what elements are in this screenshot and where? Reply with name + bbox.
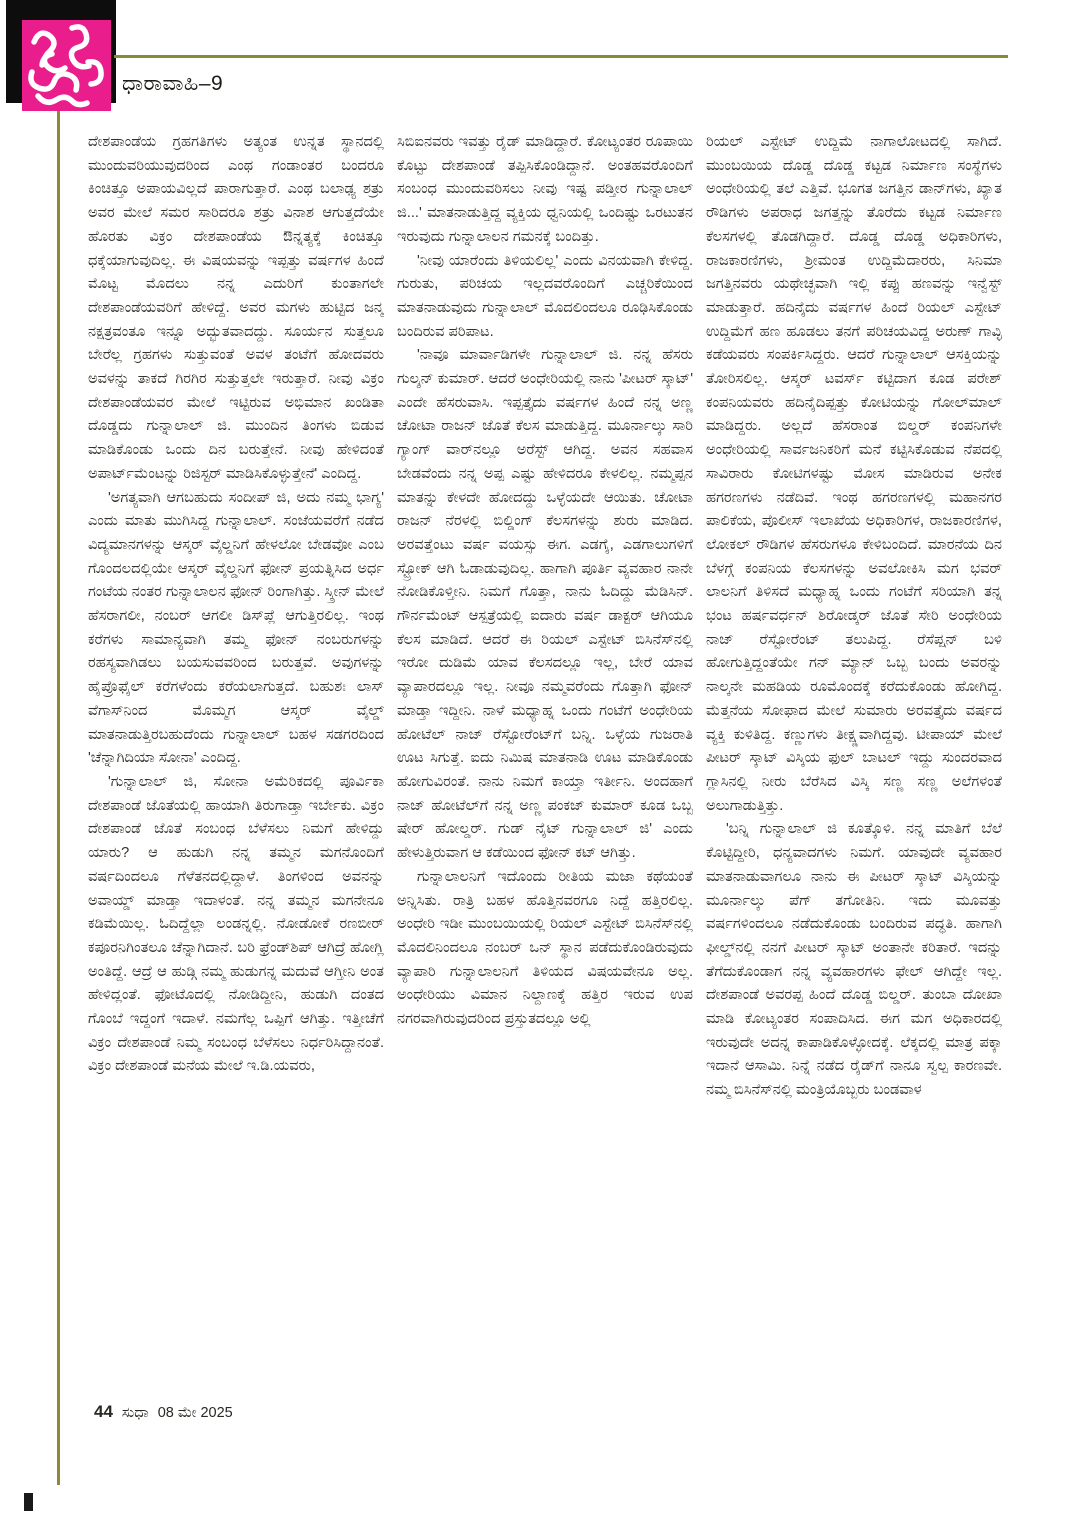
paragraph: ಸಿಬಿಐನವರು ಇವತ್ತು ರೈಡ್ ಮಾಡಿದ್ದಾರೆ. ಕೋಟ್ಯಂತರ ರೂಪಾಯಿ ಕೊಟ್ಟು ದೇಶಪಾಂಡೆ ತಪ್ಪಿಸಿಕೊಂಡಿದ್ದಾನೆ. ಅಂತಹವರೊಂದಿಗೆ ಸಂಬಂಧ ಮುಂದುವರಿಸಲು ನೀವು ಇಷ್ಟ ಪಡ್ತೀರ ಗುನ್ನಾಲಾಲ್ ಜಿ...' ಮಾತನಾಡುತ್ತಿದ್ದ ವ್ಯಕ್ತಿಯ ಧ್ವನಿಯಲ್ಲಿ ಒಂದಿಷ್ಟು ಒರಟುತನ ಇರುವುದು ಗುನ್ನಾಲಾಲನ ಗಮನಕ್ಕೆ ಬಂದಿತ್ತು. [397,134,693,245]
paragraph: 'ಬನ್ನಿ ಗುನ್ನಾಲಾಲ್ ಜಿ ಕೂತ್ಕೊಳಿ. ನನ್ನ ಮಾತಿಗೆ ಬೆಲೆ ಕೊಟ್ಟಿದ್ದೀರಿ, ಧನ್ಯವಾದಗಳು ನಿಮಗೆ. ಯಾವುದೇ ವ್ಯವಹಾರ ಮಾತನಾಡುವಾಗಲೂ ನಾನು ಈ ಪೀಟರ್ ಸ್ಕಾಟ್ ವಿಸ್ಕಿಯನ್ನು ಮೂರ್ನಾಲ್ಕು ಪೆಗ್ ತಗೋತಿನಿ. ಇದು ಮೂವತ್ತು ವರ್ಷಗಳಿಂದಲೂ ನಡೆದುಕೊಂಡು ಬಂದಿರುವ ಪದ್ಧತಿ. ಹಾಗಾಗಿ ಫೀಲ್ಡ್‌ನಲ್ಲಿ ನನಗೆ ಪೀಟರ್ ಸ್ಕಾಟ್ ಅಂತಾನೇ ಕರಿತಾರೆ. ಇದನ್ನು ತೆಗೆದುಕೊಂಡಾಗ ನನ್ನ ವ್ಯವಹಾರಗಳು ಫೇಲ್ ಆಗಿದ್ದೇ ಇಲ್ಲ. ದೇಶಪಾಂಡೆ ಅವರಪ್ಪ ಹಿಂದೆ ದೊಡ್ಡ ಬಿಲ್ಡರ್. ತುಂಬಾ ದೋಖಾ ಮಾಡಿ ಕೋಟ್ಯಂತರ ಸಂಪಾದಿಸಿದ. ಈಗ ಮಗ ಅಧಿಕಾರದಲ್ಲಿ ಇರುವುದೇ ಅದನ್ನ ಕಾಪಾಡಿಕೊಳ್ಳೋದಕ್ಕೆ. ಲೆಕ್ಕದಲ್ಲಿ ಮಾತ್ರ ಪಕ್ಕಾ ಇದಾನೆ ಆಸಾಮಿ. ನಿನ್ನೆ ನಡೆದ ರೈಡ್‌ಗೆ ನಾನೂ ಸ್ವಲ್ಪ ಕಾರಣವೇ. ನಮ್ಮ ಬಿಸಿನೆಸ್‌ನಲ್ಲಿ ಮಂತ್ರಿಯೊಬ್ಬರು ಬಂಡವಾಳ [706,821,1002,1099]
issue-date: 08 ಮೇ 2025 [157,1405,233,1421]
article-body [88,131,1002,1397]
paragraph: ಗುನ್ನಾಲಾಲನಿಗೆ ಇದೊಂದು ರೀತಿಯ ಮಜಾ ಕಥೆಯಂತೆ ಅನ್ನಿಸಿತು. ರಾತ್ರಿ ಬಹಳ ಹೊತ್ತಿನವರಗೂ ನಿದ್ದೆ ಹತ್ತಿರಲಿಲ್ಲ. ಅಂಧೇರಿ ಇಡೀ ಮುಂಬಯಿಯಲ್ಲಿ ರಿಯಲ್ ಎಸ್ಟೇಟ್ ಬಿಸಿನೆಸ್‌ನಲ್ಲಿ ಮೊದಲಿನಿಂದಲೂ ನಂಬರ್ ಒನ್ ಸ್ಥಾನ ಪಡೆದುಕೊಂಡಿರುವುದು ವ್ಯಾಪಾರಿ ಗುನ್ನಾಲಾಲನಿಗೆ ತಿಳಿಯದ ವಿಷಯವೇನೂ ಅಲ್ಲ. ಅಂಧೇರಿಯು ವಿಮಾನ ನಿಲ್ದಾಣಕ್ಕೆ ಹತ್ತಿರ ಇರುವ ಉಪ ನಗರವಾಗಿರುವುದರಿಂದ ಪ್ರಸ್ತುತದಲ್ಲೂ ಅಲ್ಲಿ [397,868,693,1028]
paragraph: 'ಅಗತ್ಯವಾಗಿ ಆಗಬಹುದು ಸಂದೀಪ್ ಜಿ, ಅದು ನಮ್ಮ ಭಾಗ್ಯ' ಎಂದು ಮಾತು ಮುಗಿಸಿದ್ದ ಗುನ್ನಾಲಾಲ್. ಸಂಜೆಯವರೆಗೆ ನಡೆದ ವಿದ್ಯಮಾನಗಳನ್ನು ಆಸ್ಕರ್ ವೈಲ್ಡನಿಗೆ ಹೇಳಲೋ ಬೇಡವೋ ಎಂಬ ಗೊಂದಲದಲ್ಲಿಯೇ ಆಸ್ಕರ್ ವೈಲ್ಡನಿಗೆ ಫೋನ್ ಪ್ರಯತ್ನಿಸಿದ ಅರ್ಧ ಗಂಟೆಯ ನಂತರ ಗುನ್ನಾಲಾಲನ ಫೋನ್ ರಿಂಗಾಗಿತ್ತು. ಸ್ಕ್ರೀನ್ ಮೇಲೆ ಹೆಸರಾಗಲೀ, ನಂಬರ್ ಆಗಲೀ ಡಿಸ್‌ಪ್ಲೆ ಆಗುತ್ತಿರಲಿಲ್ಲ. ಇಂಥ ಕರೆಗಳು ಸಾಮಾನ್ಯವಾಗಿ ತಮ್ಮ ಫೋನ್ ನಂಬರುಗಳನ್ನು ರಹಸ್ಯವಾಗಿಡಲು ಬಯಸುವವರಿಂದ ಬರುತ್ತವೆ. ಅವುಗಳನ್ನು ಹೈಪ್ರೊಫೈಲ್ ಕರೆಗಳೆಂದು ಕರೆಯಲಾಗುತ್ತದೆ. ಬಹುಶಃ ಲಾಸ್ ವೆಗಾಸ್‌ನಿಂದ ಮೊಮ್ಮಗ ಆಸ್ಕರ್ ವೈಲ್ಡ್ ಮಾತನಾಡುತ್ತಿರಬಹುದೆಂದು ಗುನ್ನಾಲಾಲ್ ಬಹಳ ಸಡಗರದಿಂದ 'ಚೆನ್ನಾಗಿದಿಯಾ ಸೋನಾ' ಎಂದಿದ್ದ. [88,489,384,767]
sudha-maze-logo [22,20,111,111]
paragraph: 'ನೀವು ಯಾರೆಂದು ತಿಳಿಯಲಿಲ್ಲ' ಎಂದು ವಿನಯವಾಗಿ ಕೇಳಿದ್ದ. ಗುರುತು, ಪರಿಚಯ ಇಲ್ಲದವರೊಂದಿಗೆ ಎಚ್ಚರಿಕೆಯಿಂದ ಮಾತನಾಡುವುದು ಗುನ್ನಾಲಾಲ್ ಮೊದಲಿಂದಲೂ ರೂಢಿಸಿಕೊಂಡು ಬಂದಿರುವ ಪರಿಪಾಟ. [397,252,693,340]
page-footer [94,1402,233,1422]
print-registration-mark [24,1493,33,1511]
paragraph: 'ನಾವೂ ಮಾರ್ವಾಡಿಗಳೇ ಗುನ್ನಾಲಾಲ್ ಜಿ. ನನ್ನ ಹೆಸರು ಗುಲ್ಶನ್ ಕುಮಾರ್. ಆದರೆ ಅಂಧೇರಿಯಲ್ಲಿ ನಾನು 'ಪೀಟರ್ ಸ್ಕಾಟ್' ಎಂದೇ ಹೆಸರುವಾಸಿ. ಇಪ್ಪತ್ತೈದು ವರ್ಷಗಳ ಹಿಂದೆ ನನ್ನ ಅಣ್ಣ ಚೋಟಾ ರಾಜನ್ ಜೊತೆ ಕೆಲಸ ಮಾಡುತ್ತಿದ್ದ. ಮೂರ್ನಾಲ್ಕು ಸಾರಿ ಗ್ಯಾಂಗ್ ವಾರ್‌ನಲ್ಲೂ ಅರೆಸ್ಟ್ ಆಗಿದ್ದ. ಅವನ ಸಹವಾಸ ಬೇಡವೆಂದು ನನ್ನ ಅಪ್ಪ ಎಷ್ಟು ಹೇಳಿದರೂ ಕೇಳಲಿಲ್ಲ. ನಮ್ಮಪ್ಪನ ಮಾತನ್ನು ಕೇಳದೇ ಹೋದದ್ದು ಒಳ್ಳೆಯದೇ ಆಯಿತು. ಚೋಟಾ ರಾಜನ್ ನೆರಳಲ್ಲಿ ಬಿಲ್ಡಿಂಗ್ ಕೆಲಸಗಳನ್ನು ಶುರು ಮಾಡಿದ. ಅರವತ್ತೆಂಟು ವರ್ಷ ವಯಸ್ಸು ಈಗ. ಎಡಗೈ, ಎಡಗಾಲುಗಳಿಗೆ ಸ್ಟ್ರೋಕ್ ಆಗಿ ಓಡಾಡುವುದಿಲ್ಲ. ಹಾಗಾಗಿ ಪೂರ್ತಿ ವ್ಯವಹಾರ ನಾನೇ ನೋಡಿಕೊಳ್ತೀನಿ. ನಿಮಗೆ ಗೊತ್ತಾ, ನಾನು ಓದಿದ್ದು ಮೆಡಿಸಿನ್. ಗೌರ್ನಮೆಂಟ್ ಆಸ್ಪತ್ರೆಯಲ್ಲಿ ಐದಾರು ವರ್ಷ ಡಾಕ್ಟರ್ ಆಗಿಯೂ ಕೆಲಸ ಮಾಡಿದೆ. ಆದರೆ ಈ ರಿಯಲ್ ಎಸ್ಟೇಟ್ ಬಿಸಿನೆಸ್‌ನಲ್ಲಿ ಇರೋ ದುಡಿಮೆ ಯಾವ ಕೆಲಸದಲ್ಲೂ ಇಲ್ಲ, ಬೇರೆ ಯಾವ ವ್ಯಾಪಾರದಲ್ಲೂ ಇಲ್ಲ. ನೀವೂ ನಮ್ಮವರೆಂದು ಗೊತ್ತಾಗಿ ಫೋನ್ ಮಾಡ್ತಾ ಇದ್ದೀನಿ. ನಾಳೆ ಮಧ್ಯಾಹ್ನ ಒಂದು ಗಂಟೆಗೆ ಅಂಧೇರಿಯ ಹೋಟೆಲ್ ನಾಜ್ ರೆಸ್ಟೋರೆಂಟ್‌ಗೆ ಬನ್ನಿ. ಒಳ್ಳೆಯ ಗುಜರಾತಿ ಊಟ ಸಿಗುತ್ತೆ. ಐದು ನಿಮಿಷ ಮಾತನಾಡಿ ಊಟ ಮಾಡಿಕೊಂಡು ಹೋಗುವಿರಂತೆ. ನಾನು ನಿಮಗೆ ಕಾಯ್ತಾ ಇರ್ತೀನಿ. ಅಂದಹಾಗೆ ನಾಜ್ ಹೋಟೆಲ್‌ಗೆ ನನ್ನ ಅಣ್ಣ ಪಂಕಜ್ ಕುಮಾರ್ ಕೂಡ ಒಬ್ಬ ಷೇರ್ ಹೋಲ್ಡರ್. ಗುಡ್ ನೈಟ್ ಗುನ್ನಾಲಾಲ್ ಜಿ' ಎಂದು ಹೇಳುತ್ತಿರುವಾಗ ಆ ಕಡೆಯಿಂದ ಫೋನ್ ಕಟ್ ಆಗಿತ್ತು. [397,347,693,862]
magazine-title: ಸುಧಾ [121,1405,149,1421]
left-margin-rule [57,103,60,1485]
header-rule [114,55,1008,58]
paragraph: 'ಗುನ್ನಾಲಾಲ್ ಜಿ, ಸೋನಾ ಅಮೆರಿಕದಲ್ಲಿ ಪೂರ್ವಿಕಾ ದೇಶಪಾಂಡೆ ಜೊತೆಯಲ್ಲಿ ಹಾಯಾಗಿ ತಿರುಗಾಡ್ತಾ ಇರ್ಬೇಕು. ವಿಕ್ರಂ ದೇಶಪಾಂಡೆ ಜೊತೆ ಸಂಬಂಧ ಬೆಳೆಸಲು ನಿಮಗೆ ಹೇಳಿದ್ದು ಯಾರು? ಆ ಹುಡುಗಿ ನನ್ನ ತಮ್ಮನ ಮಗನೊಂದಿಗೆ ವರ್ಷದಿಂದಲೂ ಗೆಳೆತನದಲ್ಲಿದ್ದಾಳೆ. ತಿಂಗಳಿಂದ ಅವನನ್ನು ಅವಾಯ್ಡ್ ಮಾಡ್ತಾ ಇದಾಳಂತೆ. ನನ್ನ ತಮ್ಮನ ಮಗನೇನೂ ಕಡಿಮೆಯಿಲ್ಲ. ಓದಿದ್ದೆಲ್ಲಾ ಲಂಡನ್ನಲ್ಲಿ. ನೋಡೋಕೆ ರಣಬೀರ್ ಕಪೂರನಿಗಿಂತಲೂ ಚೆನ್ನಾಗಿದಾನೆ. ಬರಿ ಫ್ರೆಂಡ್‌ಶಿಪ್ ಆಗಿದ್ರೆ ಹೋಗ್ಲಿ ಅಂತಿದ್ದೆ. ಆದ್ರೆ ಆ ಹುಡ್ಗಿ ನಮ್ಮ ಹುಡುಗನ್ನ ಮದುವೆ ಆಗ್ತೀನಿ ಅಂತ ಹೇಳಿದ್ಲಂತೆ. ಫೋಟೊದಲ್ಲಿ ನೋಡಿದ್ದೀನಿ, ಹುಡುಗಿ ದಂತದ ಗೊಂಬೆ ಇದ್ದಂಗೆ ಇದಾಳೆ. ನಮಗೆಲ್ಲ ಒಪ್ಪಿಗೆ ಆಗಿತ್ತು. ಇತ್ತೀಚೆಗೆ ವಿಕ್ರಂ ದೇಶಪಾಂಡೆ ನಿಮ್ಮ ಸಂಬಂಧ ಬೆಳೆಸಲು ನಿರ್ಧರಿಸಿದ್ದಾನಂತೆ. ವಿಕ್ರಂ ದೇಶಪಾಂಡೆ ಮನೆಯ ಮೇಲೆ ಇ.ಡಿ.ಯವರು, [88,773,384,1075]
maze-doodle-icon [22,20,111,111]
paragraph: ರಿಯಲ್ ಎಸ್ಟೇಟ್ ಉದ್ದಿಮೆ ನಾಗಾಲೋಟದಲ್ಲಿ ಸಾಗಿದೆ. ಮುಂಬಯಿಯ ದೊಡ್ಡ ದೊಡ್ಡ ಕಟ್ಟಡ ನಿರ್ಮಾಣ ಸಂಸ್ಥೆಗಳು ಅಂಧೇರಿಯಲ್ಲಿ ತಲೆ ಎತ್ತಿವೆ. ಭೂಗತ ಜಗತ್ತಿನ ಡಾನ್‌ಗಳು, ಖ್ಯಾತ ರೌಡಿಗಳು ಅಪರಾಧ ಜಗತ್ತನ್ನು ತೊರೆದು ಕಟ್ಟಡ ನಿರ್ಮಾಣ ಕೆಲಸಗಳಲ್ಲಿ ತೊಡಗಿದ್ದಾರೆ. ದೊಡ್ಡ ದೊಡ್ಡ ಅಧಿಕಾರಿಗಳು, ರಾಜಕಾರಣಿಗಳು, ಶ್ರೀಮಂತ ಉದ್ದಿಮೆದಾರರು, ಸಿನಿಮಾ ಜಗತ್ತಿನವರು ಯಥೇಚ್ಛವಾಗಿ ಇಲ್ಲಿ ಕಪ್ಪು ಹಣವನ್ನು ಇನ್ವೆಸ್ಟ್ ಮಾಡುತ್ತಾರೆ. ಹದಿನೈದು ವರ್ಷಗಳ ಹಿಂದೆ ರಿಯಲ್ ಎಸ್ಟೇಟ್ ಉದ್ದಿಮೆಗೆ ಹಣ ಹೂಡಲು ತನಗೆ ಪರಿಚಯವಿದ್ದ ಅರುಣ್ ಗಾವ್ಳಿ ಕಡೆಯವರು ಸಂಪರ್ಕಿಸಿದ್ದರು. ಆದರೆ ಗುನ್ನಾಲಾಲ್ ಆಸಕ್ತಿಯನ್ನು ತೋರಿಸಲಿಲ್ಲ. ಆಸ್ಕರ್ ಟವರ್ಸ್ ಕಟ್ಟಿದಾಗ ಕೂಡ ಪರೇಶ್ ಕಂಪನಿಯವರು ಹದಿನೈದಿಪ್ಪತ್ತು ಕೋಟಿಯನ್ನು ಗೋಲ್‌ಮಾಲ್ ಮಾಡಿದ್ದರು. ಅಲ್ಲದೆ ಹೆಸರಾಂತ ಬಿಲ್ಡರ್ ಕಂಪನಿಗಳೇ ಅಂಧೇರಿಯಲ್ಲಿ ಸಾರ್ವಜನಿಕರಿಗೆ ಮನೆ ಕಟ್ಟಿಸಿಕೊಡುವ ನೆಪದಲ್ಲಿ ಸಾವಿರಾರು ಕೋಟಿಗಳಷ್ಟು ಮೋಸ ಮಾಡಿರುವ ಅನೇಕ ಹಗರಣಗಳು ನಡೆದಿವೆ. ಇಂಥ ಹಗರಣಗಳಲ್ಲಿ ಮಹಾನಗರ ಪಾಲಿಕೆಯ, ಪೊಲೀಸ್ ಇಲಾಖೆಯ ಅಧಿಕಾರಿಗಳ, ರಾಜಕಾರಣಿಗಳ, ಲೋಕಲ್ ರೌಡಿಗಳ ಹೆಸರುಗಳೂ ಕೇಳಿಬಂದಿದೆ. ಮಾರನೆಯ ದಿನ ಬೆಳಗ್ಗೆ ಕಂಪನಿಯ ಕೆಲಸಗಳನ್ನು ಅವಲೋಕಿಸಿ ಮಗ ಭವರ್ ಲಾಲನಿಗೆ ತಿಳಿಸದೆ ಮಧ್ಯಾಹ್ನ ಒಂದು ಗಂಟೆಗೆ ಸರಿಯಾಗಿ ತನ್ನ ಭಂಟ ಹರ್ಷವರ್ಧನ್ ಶಿರೋಡ್ಕರ್ ಜೊತೆ ಸೇರಿ ಅಂಧೇರಿಯ ನಾಜ್ ರೆಸ್ಟೋರೆಂಟ್ ತಲುಪಿದ್ದ. ರೆಸೆಪ್ಷನ್ ಬಳಿ ಹೋಗುತ್ತಿದ್ದಂತೆಯೇ ಗನ್ ಮ್ಯಾನ್ ಒಬ್ಬ ಬಂದು ಅವರನ್ನು ನಾಲ್ಕನೇ ಮಹಡಿಯ ರೂಮೊಂದಕ್ಕೆ ಕರೆದುಕೊಂಡು ಹೋಗಿದ್ದ. ಮೆತ್ತನೆಯ ಸೋಫಾದ ಮೇಲೆ ಸುಮಾರು ಅರವತ್ತೈದು ವರ್ಷದ ವ್ಯಕ್ತಿ ಕುಳಿತಿದ್ದ. ಕಣ್ಣುಗಳು ತೀಕ್ಷ್ಣವಾಗಿದ್ದವು. ಟೀಪಾಯ್ ಮೇಲೆ ಪೀಟರ್ ಸ್ಕಾಟ್ ವಿಸ್ಕಿಯ ಫುಲ್ ಬಾಟಲ್ ಇದ್ದು ಸುಂದರವಾದ ಗ್ಲಾಸಿನಲ್ಲಿ ನೀರು ಬೆರೆಸಿದ ವಿಸ್ಕಿ ಸಣ್ಣ ಸಣ್ಣ ಅಲೆಗಳಂತೆ ಅಲುಗಾಡುತ್ತಿತ್ತು. [706,134,1002,814]
serial-title: ಧಾರಾವಾಹಿ–9 [122,72,224,95]
paragraph: ದೇಶಪಾಂಡೆಯ ಗ್ರಹಗತಿಗಳು ಅತ್ಯಂತ ಉನ್ನತ ಸ್ಥಾನದಲ್ಲಿ ಮುಂದುವರಿಯುವುದರಿಂದ ಎಂಥ ಗಂಡಾಂತರ ಬಂದರೂ ಕಿಂಚಿತ್ತೂ ಅಪಾಯವಿಲ್ಲದೆ ಪಾರಾಗುತ್ತಾರೆ. ಎಂಥ ಬಲಾಢ್ಯ ಶತ್ರು ಅವರ ಮೇಲೆ ಸಮರ ಸಾರಿದರೂ ಶತ್ರು ವಿನಾಶ ಆಗುತ್ತದೆಯೇ ಹೊರತು ವಿಕ್ರಂ ದೇಶಪಾಂಡೆಯ ಔನ್ನತ್ಯಕ್ಕೆ ಕಿಂಚಿತ್ತೂ ಧಕ್ಕೆಯಾಗುವುದಿಲ್ಲ. ಈ ವಿಷಯವನ್ನು ಇಪ್ಪತ್ತು ವರ್ಷಗಳ ಹಿಂದೆ ಮೊಟ್ಟ ಮೊದಲು ನನ್ನ ಎದುರಿಗೆ ಕುಂತಾಗಲೇ ದೇಶಪಾಂಡೆಯವರಿಗೆ ಹೇಳಿದ್ದೆ. ಅವರ ಮಗಳು ಹುಟ್ಟಿದ ಜನ್ಮ ನಕ್ಷತ್ರವಂತೂ ಇನ್ನೂ ಅದ್ಭುತವಾದದ್ದು. ಸೂರ್ಯನ ಸುತ್ತಲೂ ಬೇರೆಲ್ಲ ಗ್ರಹಗಳು ಸುತ್ತುವಂತೆ ಅವಳ ತಂಟೆಗೆ ಹೋದವರು ಅವಳನ್ನು ತಾಕದೆ ಗಿರಗಿರ ಸುತ್ತುತ್ತಲೇ ಇರುತ್ತಾರೆ. ನೀವು ವಿಕ್ರಂ ದೇಶಪಾಂಡೆಯವರ ಮೇಲೆ ಇಟ್ಟಿರುವ ಅಭಿಮಾನ ಖಂಡಿತಾ ದೊಡ್ಡದು ಗುನ್ನಾಲಾಲ್ ಜಿ. ಮುಂದಿನ ತಿಂಗಳು ಬಿಡುವ ಮಾಡಿಕೊಂಡು ಒಂದು ದಿನ ಬರುತ್ತೇನೆ. ನೀವು ಹೇಳಿದಂತೆ ಅಪಾರ್ಟ್‌ಮೆಂಟನ್ನು ರಿಜಿಸ್ಟರ್ ಮಾಡಿಸಿಕೊಳ್ಳುತ್ತೇನೆ' ಎಂದಿದ್ದ. [88,134,384,482]
page-number: 44 [94,1402,113,1421]
article-column-2 [397,131,693,1397]
article-column-1 [88,131,384,1397]
article-column-3 [706,131,1002,1397]
